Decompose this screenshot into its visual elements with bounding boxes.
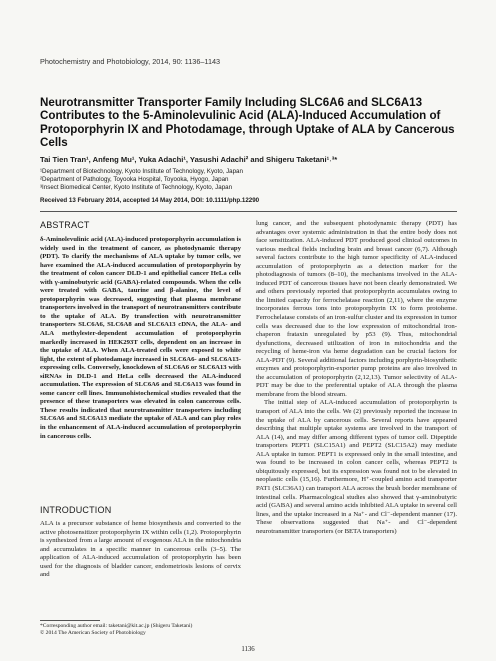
article-title: Neurotransmitter Transporter Family Including SLC6A6 and SLC6A13 Contributes to the 5-Aminolevulinic Acid (ALA)-Induced Accumulation of Protoporphyrin IX and Photodamage, through Uptake of ALA by Cancerous Cells [40, 96, 455, 150]
author-list: Tai Tien Tran¹, Anfeng Mu¹, Yuka Adachi¹, Yasushi Adachi² and Shigeru Taketani¹˒³* [40, 155, 338, 164]
journal-citation: Photochemistry and Photobiology, 2014, 90: 1136–1143 [40, 57, 221, 66]
right-column [256, 220, 457, 536]
abstract-heading: ABSTRACT [40, 220, 90, 230]
affiliation-1: ¹Department of Biotechnology, Kyoto Institute of Technology, Kyoto, Japan [40, 168, 243, 175]
received-line: Received 13 February 2014, accepted 14 May 2014, DOI: 10.1111/php.12290 [40, 197, 260, 204]
affiliation-3: ³Insect Biomedical Center, Kyoto Institute of Technology, Kyoto, Japan [40, 184, 233, 191]
abstract-body [40, 236, 241, 441]
divider [40, 211, 457, 212]
footnote-rule [40, 620, 100, 621]
right-paragraph-2: The initial step of ALA-induced accumulation of protoporphyrin is transport of ALA into the cells. We (2) previously reported the increase in the uptake of ALA by cancerous cells. Several reports have appeared describing that multiple uptake systems are involved in the transport of ALA (14), and may differ among different types of tumor cell. Dipeptide transporters PEPT1 (SLC15A1) and PEPT2 (SLC15A2) may mediate ALA uptake in tumor. PEPT1 is expressed only in the small intestine, and was found to be increased in colon cancer cells, whereas PEPT2 is ubiquitously expressed, but its expression was found not to be elevated in neoplastic cells (15,16). Furthermore, H⁺-coupled amino acid transporter PAT1 (SLC36A1) can transport ALA across the brush border membrane of intestinal cells. Pharmacological studies also showed that γ-aminobutyric acid (GABA) and several amino acids inhibited ALA uptake in several cell lines, and the uptake increased in a Na⁺- and Cl⁻-dependent manner (17). These observations suggested that Na⁺- and Cl⁻-dependent neurotransmitter transporters (or BETA transporters) [256, 399, 457, 535]
right-paragraph-1: lung cancer, and the subsequent photodynamic therapy (PDT) has advantages over systemic administration in that the entire body does not face sensitization. ALA-induced PDT produced good clinical outcomes in various medical fields including brain and breast cancer (6,7). Although several factors contribute to the high tumor specificity of ALA-induced accumulation of protoporphyrin as a detection marker for the photodiagnosis of tumors (8–10), the mechanisms involved in the ALA-induced PDT of cancerous tissues have not been clearly demonstrated. We and others previously reported that protoporphyrin accumulates owing to the limited capacity for ferrochelatase reaction (2,11), where the enzyme incorporates ferrous ions into protoporphyrin IX to form protoheme. Ferrochelatase consists of an iron-sulfur cluster and its expression in tumor cells was decreased due to the low expression of mitochondrial iron-chaperon frataxin unregulated by p53 (9). Thus, mitochondrial dysfunctions, decreased utilization of iron in mitochondria and the recycling of heme-iron via heme degradation can be crucial factors for ALA-PDT (9). Several additional factors including porphyrin-biosynthetic enzymes and protoporphyrin-exporter pump proteins are also involved in the accumulation of protoporphyrin (2,12,13). Tumor selectivity of ALA-PDT may be due to the preferential uptake of ALA through the plasma membrane from the blood stream. [256, 220, 457, 398]
introduction-left-column [40, 520, 241, 580]
intro-paragraph: ALA is a precursor substance of heme biosynthesis and converted to the active photosensitizer protoporphyrin IX within cells (1,2). Protoporphyrin is synthesized from a large amount of exogenous ALA in the mitochondria and accumulates in a specific manner in cancerous cells (3–5). The application of ALA-induced accumulation of protoporphyrin has been used for the diagnosis of bladder cancer, endometriosis lesions of cervix and [40, 520, 241, 579]
page-number: 1136 [241, 646, 255, 653]
abstract-paragraph: δ-Aminolevulinic acid (ALA)-induced protoporphyrin accumulation is widely used in the treatment of cancer, as photodynamic therapy (PDT). To clarify the mechanisms of ALA uptake by tumor cells, we have examined the ALA-induced accumulation of protoporphyrin by the treatment of colon cancer DLD-1 and epithelial cancer HeLa cells with γ-aminobutyric acid (GABA)-related compounds. When the cells were treated with GABA, taurine and β-alanine, the level of protoporphyrin was decreased, suggesting that plasma membrane transporters involved in the transport of neurotransmitters contribute to the uptake of ALA. By transfection with neurotransmitter transporters SLC6A6, SLC6A8 and SLC6A13 cDNA, the ALA- and ALA methylester-dependent accumulation of protoporphyrin markedly increased in HEK293T cells, dependent on an increase in the uptake of ALA. When ALA-treated cells were exposed to white light, the extent of photodamage increased in SLC6A6- and SLC6A13-expressing cells. Conversely, knockdown of SLC6A6 or SLC6A13 with siRNAs in DLD-1 and HeLa cells decreased the ALA-induced accumulation. The expression of SLC6A6 and SLC6A13 was found in some cancer cell lines. Immunohistochemical studies revealed that the presence of these transporters was elevated in colon cancerous cells. These results indicated that neurotransmitter transporters including SLC6A6 and SLC6A13 mediate the uptake of ALA and can play roles in the enhancement of ALA-induced accumulation of protoporphyrin in cancerous cells. [40, 236, 241, 440]
copyright-footnote: © 2014 The American Society of Photobiology [40, 630, 146, 636]
affiliation-2: ²Department of Pathology, Toyooka Hospital, Toyooka, Hyogo, Japan [40, 176, 229, 183]
corresponding-author-footnote: *Corresponding author email: taketani@kit.ac.jp (Shigeru Taketani) [40, 623, 193, 629]
introduction-heading: INTRODUCTION [40, 505, 112, 515]
